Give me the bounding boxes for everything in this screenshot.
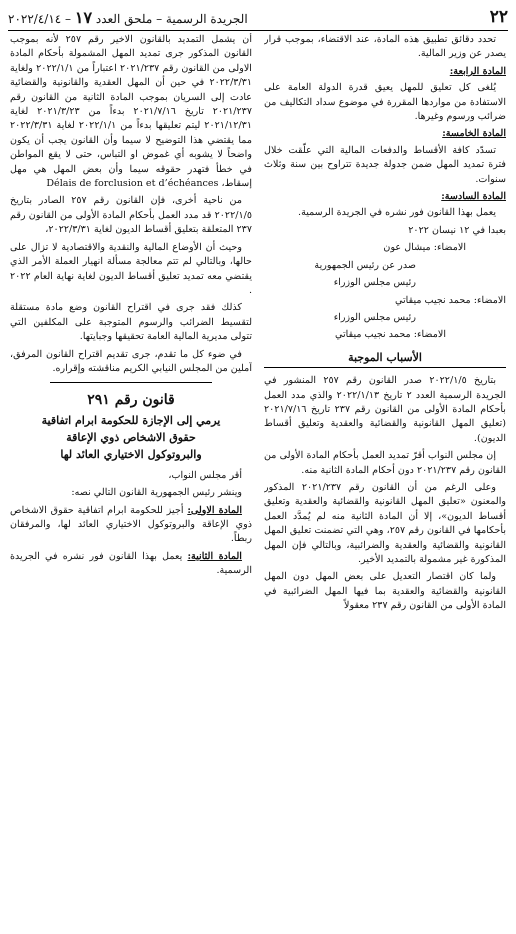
law-article-2-title: المادة الثانية: [187,550,242,562]
columns [10,33,506,930]
law-article-1 [10,504,252,547]
law-article-1-text: أجيز للحكومة ابرام اتفاقية حقوق الاشخاص ذوي الإعاقة والبروتوكول الاختياري العائد لها، والمرفقان ربطاً. [10,504,252,545]
article-4-title: المادة الرابعة: [449,65,506,77]
asbab-paragraph-4: ولما كان اقتصار التعديل على بعض المهل دون المهل القانونية والقضائية والعقدية بما فيها المهل الضرائبية في المادة الأولى من القانون رقم ٢٣٧ معقولاً [264,571,506,612]
asbab-paragraph-2: إن مجلس النواب أقرّ تمديد العمل بأحكام المادة الأولى من القانون رقم ٢٠٢١/٢٣٧ دون أحكام المادة الثانية منه. [264,450,506,476]
header-title [8,8,248,27]
intro-paragraph: تحدد دقائق تطبيق هذه المادة، عند الاقتضاء، بموجب قرار يصدر عن وزير المالية. [264,34,506,60]
pm-title-2: رئيس مجلس الوزراء [333,311,416,323]
left-paragraph-5: في ضوء كل ما تقدم، جرى تقديم اقتراح القانون المرفق، آملين من المجلس النيابي الكريم مناقشته وإقراره. [10,348,252,374]
article-6-title: المادة السادسة: [441,191,506,203]
left-paragraph-1-text: أن يشمل التمديد بالقانون الاخير رقم ٢٥٧ لأنه بموجب القانون المذكور جرى تمديد المهل المشمولة بأحكام المادة الاولى من القانون رقم ٢٠٢١/٢٣٧ اعتباراً من ٢٠٢٢/١/١ ولغاية ٢٠٢٢/٣/٣١ في حين أن المهل العقدية والقانونية والقضائية عادت إلى السريان بموجب المادة الثانية من القانون رقم ٢٠٢١/٢٣٧ تاريخ ٢٠٢١/٧/١٦ بدءاً من ٢٠٢١/٣/٢٣ لغاية ٢٠٢١/١٢/٣١ ليتم تعليقها بدءاً من ٢٠٢٢/١/١ لغاية ٢٠٢٢/٣/٣١ مما يقتضي هذا التوضيح لا سيما وأن القانون يجب أن يكون واضحاً لا يشوبه أي غموض او التباس، حتى لا يقع المواطن في خطأ فتهدر حقوقه سيما وأن بعض المهل هي مهل إسقاط، [10,34,252,190]
issue-date: – ٢٠٢٢/٤/١٤ [8,11,72,26]
french-term: Délais de forclusion et d’échéances [46,178,219,190]
enactment-line-2: وينشر رئيس الجمهورية القانون التالي نصه: [71,487,242,499]
right-column [264,33,506,930]
pm-title-1: رئيس مجلس الوزراء [333,277,416,289]
left-paragraph-1 [10,33,252,191]
left-column [10,33,252,930]
law-title: قانون رقم ٢٩١ [87,392,175,409]
article-4-text: يُلغى كل تعليق للمهل يعيق قدرة الدولة العامة على الاستفادة من مواردها المقررة في موضوع سداد التكاليف من ضرائب ورسوم وغيرها. [264,82,506,123]
page-number: ٢٢ [489,7,508,27]
newspaper-name: الجريدة الرسمية – ملحق العدد [95,11,248,26]
asbab-paragraph-3: وعلى الرغم من أن القانون رقم ٢٠٢١/٢٣٧ المذكور والمعنون «تعليق المهل القانونية والقضائية والعقدية وتعليق أقساط الديون»، إلا أن المادة الثانية منه لم يُمدَّد العمل بأحكامها في القانون رقم ٢٥٧، وهي التي تضمنت تعليق المهل القانونية والقضائية والعقدية والضرائبية، وبالتالي فإن المهل المذكورة غير مشمولة بالتمديد الأخير. [264,481,506,565]
law-subtitle-line-2: حقوق الاشخاص ذوي الإعاقة [66,430,196,444]
left-paragraph-2: من ناحية أخرى، فإن القانون رقم ٢٥٧ الصادر بتاريخ ٢٠٢٢/١/٥ قد مدد العمل بأحكام المادة الأولى من القانون رقم ٢٣٧ المتعلقة بتعليق أقساط الديون لغاية ٢٠٢٢/٣/٣١، [10,195,252,236]
asbab-title: الأسباب الموجبة [264,351,506,368]
baabda-date: بعبدا في ١٢ نيسان ٢٠٢٢ [408,224,506,236]
section-divider [50,382,212,383]
signature-pm-2: الامضاء: محمد نجيب ميقاتي [335,329,446,341]
law-subtitle [10,412,252,463]
law-article-2 [10,550,252,579]
issue-number: ١٧ [74,7,93,27]
article-6-text: يعمل بهذا القانون فور نشره في الجريدة الرسمية. [298,207,496,219]
law-subtitle-line-3: والبروتوكول الاختياري العائد لها [60,447,202,461]
enactment-line-1: أقر مجلس النواب، [168,469,242,481]
article-5-title: المادة الخامسة: [442,128,506,140]
left-paragraph-3: وحيث أن الأوضاع المالية والنقدية والاقتصادية لا تزال على حالها، وبالتالي لم تتم معالجة مسألة انهيار العملة الأمر الذي يقتضي معه تمديد تعليق أقساط الديون لغاية نهاية العام ٢٠٢٢ . [10,241,252,296]
left-paragraph-4: كذلك فقد جرى في اقتراح القانون وضع مادة مستقلة لتقسيط الضرائب والرسوم المتوجبة على المكلفين التي تتولى مديرية المالية العامة تحقيقها وجبايتها. [10,302,252,343]
issued-by-president: صدر عن رئيس الجمهورية [314,259,416,271]
asbab-paragraph-1: بتاريخ ٢٠٢٢/١/٥ صدر القانون رقم ٢٥٧ المنشور في الجريدة الرسمية العدد ٢ تاريخ ٢٠٢٢/١/١٣ والذي مدد العمل بأحكام المادة الأولى من القانون رقم ٢٣٧ تاريخ ٢٠٢١/٧/١٦ (تعليق المهل القانونية والقضائية والعقدية وتعليق أقساط الديون). [264,375,506,444]
article-5-text: تسدّد كافة الأقساط والدفعات المالية التي علّقت خلال فترة تمديد المهل ضمن جدولة جديدة تتراوح بين سنة وثلاث سنوات. [264,144,506,185]
law-article-2-text: يعمل بهذا القانون فور نشره في الجريدة الرسمية. [10,550,252,577]
law-subtitle-line-1: يرمي إلى الإجازة للحكومة ابرام اتفاقية [41,413,221,427]
page-header [8,4,508,31]
law-article-1-title: المادة الاولى: [187,504,242,516]
signature-pm-1: الامضاء: محمد نجيب ميقاتي [395,294,506,306]
signature-president: الامضاء: ميشال عون [383,242,466,254]
